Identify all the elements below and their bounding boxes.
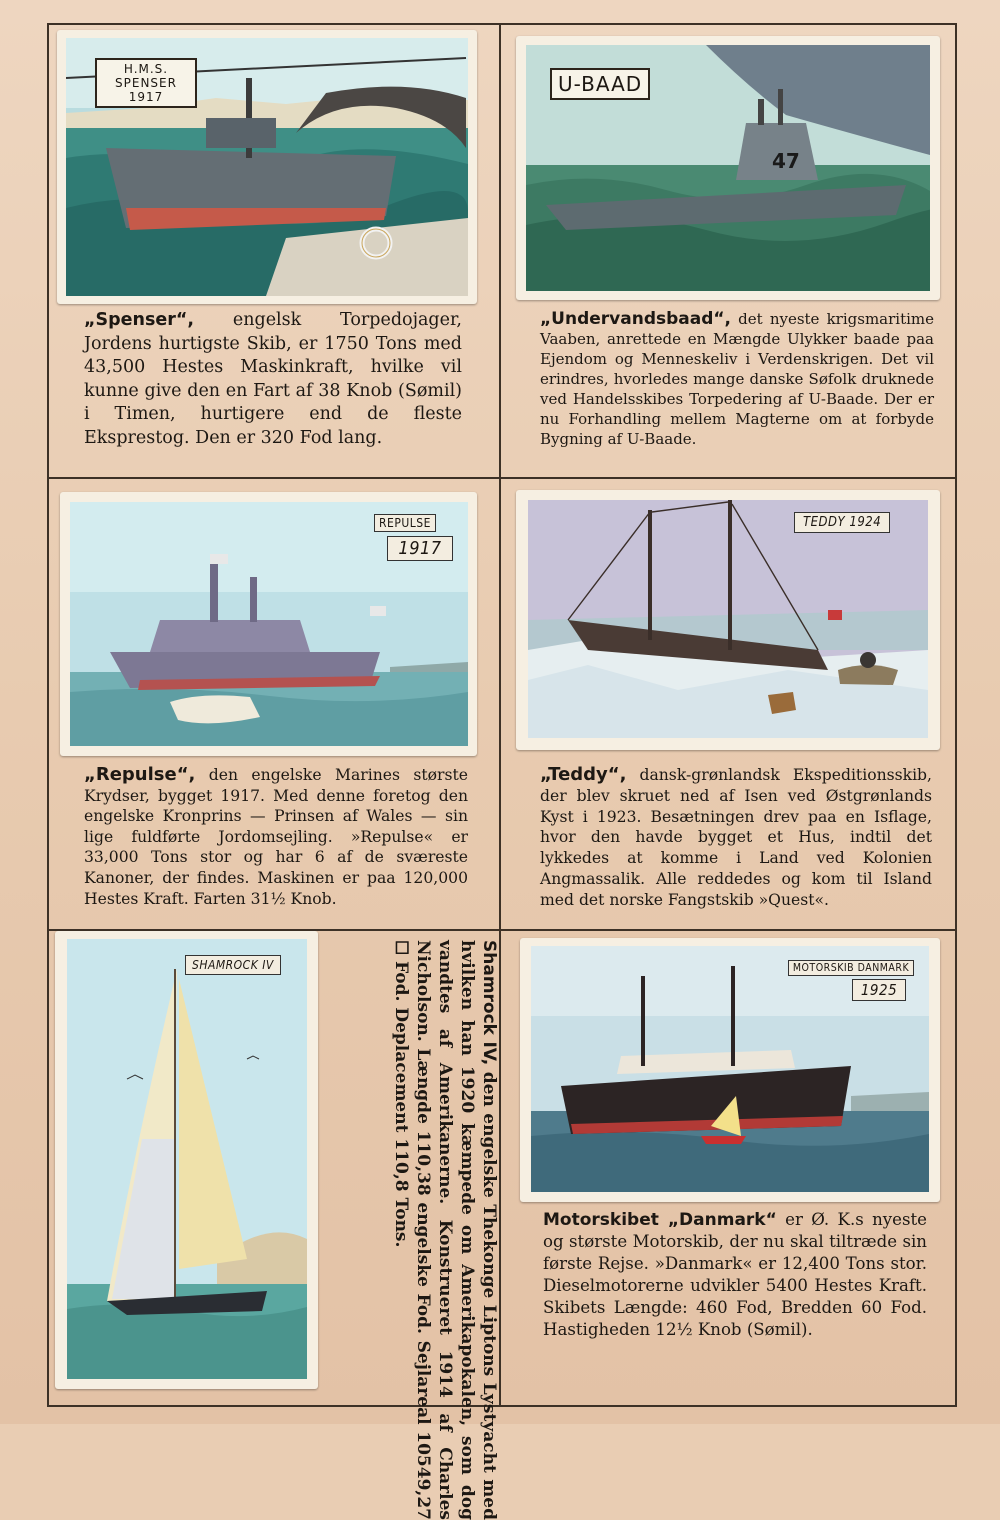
row-divider-1	[47, 477, 955, 479]
caption-spenser	[84, 309, 462, 450]
teddy-illustration	[528, 500, 928, 738]
caption-teddy-title: „Teddy“,	[540, 764, 627, 785]
danmark-ribbon-year: 1925	[852, 979, 906, 1001]
caption-repulse-title: „Repulse“,	[84, 764, 196, 785]
ubaad-hull-number: 47	[772, 149, 800, 173]
danmark-ribbon-name: MOTORSKIB DANMARK	[788, 960, 914, 976]
shamrock-ribbon: SHAMROCK IV	[185, 955, 281, 975]
danmark-ribbon	[776, 960, 926, 1001]
spenser-label-plate	[95, 58, 197, 108]
spenser-label-name: H.M.S. SPENSER	[115, 62, 177, 90]
card-shamrock	[55, 931, 318, 1389]
caption-danmark-title: Motorskibet „Danmark“	[543, 1210, 777, 1230]
shamrock-illustration	[67, 939, 307, 1379]
caption-repulse-body: den engelske Marines største Krydser, bygget 1917. Med denne foretog den engelske Kronprins — Prinsen af Wales — sin lige fuldførte Jordomsejling. »Repulse« er 33,000 Tons stor og har 6 af de sværeste Kanoner, der findes. Maskinen er paa 120,000 Hestes Kraft. Farten 31½ Knob.	[84, 766, 468, 908]
caption-spenser-title: „Spenser“,	[84, 310, 195, 330]
caption-ubaad-title: „Undervandsbaad“,	[540, 309, 732, 329]
caption-danmark	[543, 1209, 927, 1341]
caption-shamrock-body: den engelske Thekonge Liptons Lystyacht med hvilken han 1920 kæmpede om Amerikapokalen, som dog vandtes af Amerikanerne. Konstrueret 1914 af Charles Nicholson. Længde 110,38 engelske Fod. Sejlareal 10549,27 ☐ Fod. Deplacement 110,8 Tons.	[391, 940, 499, 1520]
caption-teddy	[540, 765, 932, 911]
card-repulse	[60, 492, 477, 756]
caption-repulse	[84, 765, 468, 909]
card-ubaad	[516, 36, 940, 300]
ubaad-label-plate: U-BAAD	[550, 68, 650, 100]
spenser-label-year: 1917	[128, 90, 164, 104]
card-spenser	[57, 30, 477, 304]
repulse-ribbon-name: REPULSE	[374, 514, 436, 532]
caption-danmark-body: er Ø. K.s nyeste og største Motorskib, der nu skal tiltræde sin første Rejse. »Danmark« er 12,400 Tons stor. Dieselmotorerne udvikler 5400 Hestes Kraft. Skibets Længde: 460 Fod, Bredden 60 Fod. Hastigheden 12½ Knob (Sømil).	[543, 1210, 927, 1339]
caption-spenser-body: engelsk Torpedojager, Jordens hurtigste Skib, er 1750 Tons med 43,500 Hestes Maskinkraft, hvilke vil kunne give den en Fart af 38 Knob (Sømil) i Timen, hurtigere end de fleste Eksprestog. Den er 320 Fod lang.	[84, 310, 462, 448]
card-danmark	[520, 938, 940, 1202]
repulse-ribbon-year: 1917	[387, 536, 452, 561]
teddy-ribbon: TEDDY 1924	[794, 512, 890, 533]
caption-ubaad-body: det nyeste krigsmaritime Vaaben, anrettede en Mængde Ulykker baade paa Ejendom og Menneskeliv i Verdenskrigen. Det vil erindres, hvorledes mange danske Søfolk druknede ved Handelsskibes Torpedering af U-Baade. Der er nu Forhandling mellem Magterne om at forbyde Bygning af U-Baade.	[540, 310, 934, 448]
card-teddy	[516, 490, 940, 750]
caption-shamrock	[390, 940, 500, 1520]
repulse-ribbon	[350, 514, 460, 561]
caption-teddy-body: dansk-grønlandsk Ekspeditionsskib, der blev skruet ned af Isen ved Østgrønlands Kyst i 1923. Besætningen drev paa en Isflage, hvor den havde bygget et Hus, indtil det lykkedes at komme i Land ved Kolonien Angmassalik. Alle reddedes og kom til Island med det norske Fangstskib »Quest«.	[540, 766, 932, 909]
caption-shamrock-title: Shamrock IV,	[479, 940, 499, 1066]
caption-ubaad	[540, 309, 934, 449]
